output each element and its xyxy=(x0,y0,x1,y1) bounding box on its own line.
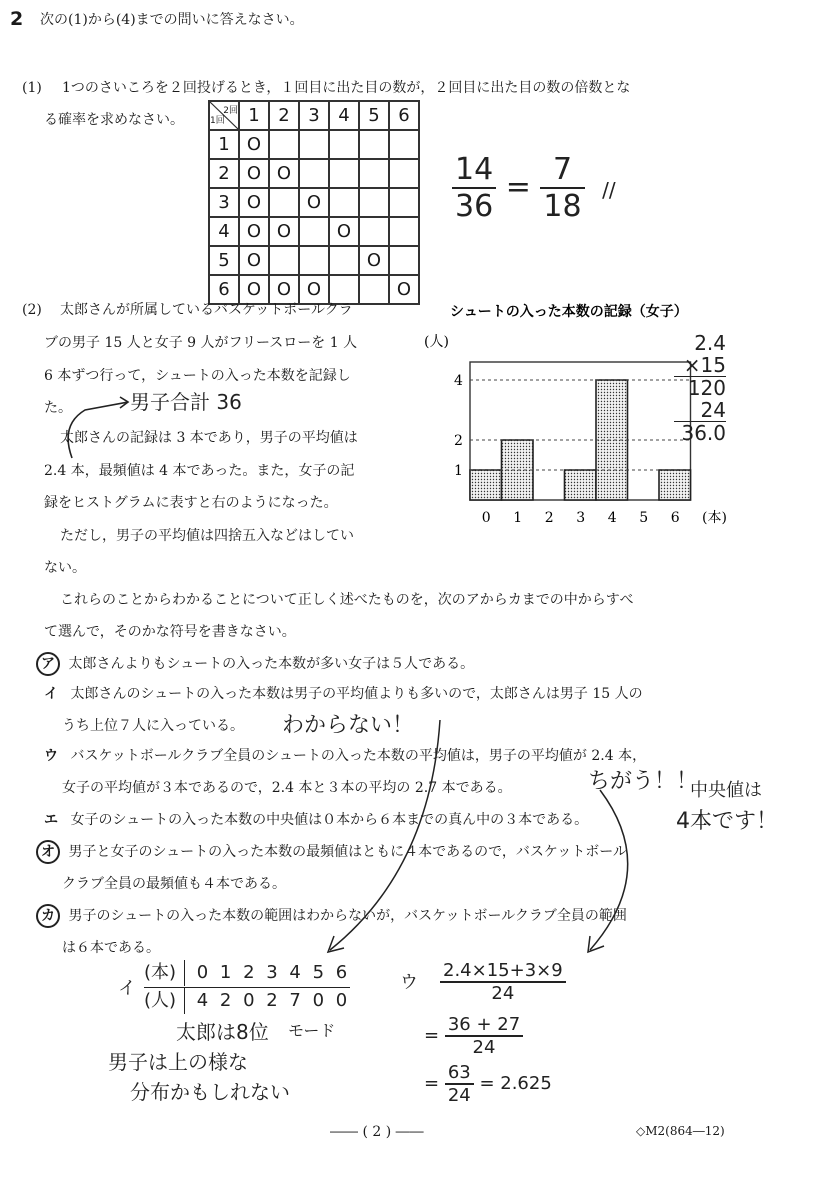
grid-row-header: 5 xyxy=(209,246,239,275)
grid-cell-marked: O xyxy=(269,159,299,188)
work-u-result: = 2.625 xyxy=(479,1073,552,1094)
grid-row-header: 3 xyxy=(209,188,239,217)
grid-cell-marked: O xyxy=(239,130,269,159)
option-u-key: ウ xyxy=(44,748,58,764)
grid-cell xyxy=(359,159,389,188)
q1-label: (1) xyxy=(22,80,42,96)
option-u-line2: 女子の平均値が３本であるので，2.4 本と３本の平均の 2.7 本である。 xyxy=(62,780,512,796)
page-code: ◇M2(864―12) xyxy=(636,1124,725,1138)
grid-cell xyxy=(359,188,389,217)
grid-cell xyxy=(329,130,359,159)
page-number: ―― ( 2 ) ―― xyxy=(330,1124,424,1140)
outcome-grid xyxy=(208,100,420,305)
option-o-line1: 男子と女子のシュートの入った本数の最頻値はともに４本であるので，バスケットボール xyxy=(68,844,627,860)
option-ka-line2: は６本である。 xyxy=(62,940,160,956)
chart-ytick-label: 2 xyxy=(454,433,463,449)
histogram-bar-6 xyxy=(659,470,691,500)
option-u-line1: バスケットボールクラブ全員のシュートの入った本数の平均値は，男子の平均値が 2.4 本， xyxy=(70,748,647,764)
work-u-f1-num: 2.4×15+3×9 xyxy=(440,960,566,983)
chart-xtick-label: 4 xyxy=(607,510,617,526)
grid-cell xyxy=(269,188,299,217)
q1-text-line1: 1つのさいころを２回投げるとき，１回目に出た目の数が，２回目に出た目の数の倍数とな xyxy=(62,80,631,96)
grid-cell xyxy=(359,275,389,304)
work-i-mode: モード xyxy=(288,1021,336,1040)
grid-cell xyxy=(389,246,419,275)
chart-ytick-label: 1 xyxy=(454,463,463,479)
option-ka-key: カ xyxy=(36,904,60,928)
grid-cell xyxy=(269,130,299,159)
grid-cell-marked: O xyxy=(359,246,389,275)
grid-row-header: 6 xyxy=(209,275,239,304)
q2-line-2: ブの男子 15 人と女子 9 人がフリースローを 1 人 xyxy=(44,335,358,351)
option-a xyxy=(36,652,474,676)
work-i-key: イ xyxy=(118,978,136,999)
grid-cell-marked: O xyxy=(239,188,269,217)
answer-num2: 7 xyxy=(540,152,584,189)
work-i-row2: 4 2 0 2 7 0 0 xyxy=(196,990,351,1011)
work-i-taro: 太郎は8位 xyxy=(176,1020,269,1044)
work-u-frac1 xyxy=(440,960,566,1004)
grid-cell xyxy=(359,217,389,246)
grid-col-header: 1 xyxy=(239,101,269,130)
work-u-f2-num: 36 + 27 xyxy=(445,1014,523,1037)
handwritten-arrow-total xyxy=(60,380,140,470)
chart-ytick-label: 4 xyxy=(454,373,463,389)
answer-equals: = xyxy=(505,169,531,205)
chart-xtick-label: 5 xyxy=(639,510,649,526)
q2-line-9: ない。 xyxy=(44,560,86,576)
calc-line-4: 24 xyxy=(674,399,726,422)
chart-title: シュートの入った本数の記録（女子） xyxy=(450,304,688,320)
grid-corner: 2回 1回 xyxy=(209,101,239,130)
q2-instruction-line1: これらのことからわかることについて正しく述べたものを，次のアからカまでの中からすべ xyxy=(60,592,634,608)
grid-cell-marked: O xyxy=(239,217,269,246)
grid-col-header: 3 xyxy=(299,101,329,130)
grid-cell xyxy=(389,188,419,217)
note-u-wrong: ちがう！！ xyxy=(588,769,699,794)
work-u-f1-den: 24 xyxy=(491,983,515,1004)
grid-cell-marked: O xyxy=(389,275,419,304)
grid-cell-marked: O xyxy=(239,159,269,188)
answer-den2: 18 xyxy=(543,189,582,224)
chart-xtick-label: 2 xyxy=(544,510,554,526)
answer-den1: 36 xyxy=(455,189,494,224)
grid-cell-marked: O xyxy=(239,246,269,275)
chart-xtick-label: 6 xyxy=(670,510,680,526)
q1-text-line2: る確率を求めなさい。 xyxy=(44,112,184,128)
grid-col-header: 5 xyxy=(359,101,389,130)
answer-mark: // xyxy=(602,177,616,202)
option-a-key: ア xyxy=(36,652,60,676)
grid-row-header: 1 xyxy=(209,130,239,159)
q2-line-4: た。 xyxy=(44,400,72,416)
grid-cell-marked: O xyxy=(269,275,299,304)
q2-line-5: 太郎さんの記録は 3 本であり，男子の平均値は xyxy=(60,430,358,446)
note-e-four: 4本です！ xyxy=(676,809,778,834)
option-i-key: イ xyxy=(44,686,58,702)
grid-cell-marked: O xyxy=(299,275,329,304)
grid-cell xyxy=(299,130,329,159)
chart-xtick-label: 3 xyxy=(576,510,586,526)
work-u-frac2: = $\frac{36 + 27}{24}$ xyxy=(424,1014,523,1058)
handwritten-arrows xyxy=(300,700,640,970)
q2-line-8: ただし，男子の平均値は四捨五入などはしてい xyxy=(60,528,354,544)
calc-line-3: 120 xyxy=(687,376,726,400)
work-u-key: ウ xyxy=(400,972,418,993)
work-i-dist1: 男子は上の様な xyxy=(108,1050,248,1074)
question-number: 2 xyxy=(10,8,24,30)
q2-line-3: 6 本ずつ行って，シュートの入った本数を記録し xyxy=(44,368,351,384)
grid-cell xyxy=(299,159,329,188)
work-i-dist2: 分布かもしれない xyxy=(130,1080,290,1104)
q2-line-7: 録をヒストグラムに表すと右のようになった。 xyxy=(44,495,338,511)
option-ka-line1: 男子のシュートの入った本数の範囲はわからないが，バスケットボールクラブ全員の範囲 xyxy=(68,908,627,924)
grid-cell xyxy=(359,130,389,159)
q2-instruction-line2: て選んで，そのかな符号を書きなさい。 xyxy=(44,624,296,640)
work-u-f3-num: 63 xyxy=(445,1062,474,1085)
calc-line-5: 36.0 xyxy=(681,421,726,445)
chart-ylabel: (人) xyxy=(424,334,449,350)
option-a-line1: 太郎さんよりもシュートの入った本数が多い女子は５人である。 xyxy=(68,656,475,672)
grid-col-header: 4 xyxy=(329,101,359,130)
grid-row-header: 4 xyxy=(209,217,239,246)
q2-label: (2) xyxy=(22,302,42,318)
grid-cell xyxy=(329,188,359,217)
note-i-unknown: わからない！ xyxy=(282,713,415,738)
work-i-table xyxy=(144,960,350,1014)
grid-cell xyxy=(389,130,419,159)
chart-xtick-label: 0 xyxy=(481,510,491,526)
option-e-line1: 女子のシュートの入った本数の中央値は０本から６本までの真ん中の３本である。 xyxy=(70,812,589,828)
grid-col-header: 2 xyxy=(269,101,299,130)
note-e-median: 中央値は xyxy=(690,780,762,801)
grid-cell-marked: O xyxy=(269,217,299,246)
option-i-line1: 太郎さんのシュートの入った本数は男子の平均値よりも多いので，太郎さんは男子 15 人の xyxy=(70,686,643,702)
grid-cell-marked: O xyxy=(239,275,269,304)
q2-line-6: 2.4 本，最頻値は 4 本であった。また，女子の記 xyxy=(44,463,355,479)
handwritten-multiplication xyxy=(674,332,726,444)
chart-xtick-label: 1 xyxy=(513,510,523,526)
grid-cell xyxy=(299,217,329,246)
option-o-key: オ xyxy=(36,840,60,864)
work-i-row1-head: (本) xyxy=(144,960,185,986)
grid-cell xyxy=(329,159,359,188)
option-o-line2: クラブ全員の最頻値も４本である。 xyxy=(62,876,286,892)
q2-line-1: 太郎さんが所属しているバスケットボールクラ xyxy=(60,302,353,318)
grid-cell xyxy=(299,246,329,275)
answer-num1: 14 xyxy=(452,152,496,189)
work-i-row2-head: (人) xyxy=(144,988,185,1014)
calc-line-2: ×15 xyxy=(674,354,726,377)
work-u-f2-den: 24 xyxy=(472,1037,496,1058)
handwritten-boys-total: 男子合計 36 xyxy=(130,390,242,414)
work-u-f3-den: 24 xyxy=(447,1085,471,1106)
grid-col-header: 6 xyxy=(389,101,419,130)
q1-handwritten-answer xyxy=(452,152,616,224)
work-u-frac3: = $\frac{63}{24}$ = 2.625 xyxy=(424,1062,552,1106)
chart-xlabel: (本) xyxy=(702,510,727,526)
grid-cell xyxy=(329,246,359,275)
grid-cell-marked: O xyxy=(329,217,359,246)
option-e-key: エ xyxy=(44,812,58,828)
histogram-bar-3 xyxy=(565,470,597,500)
histogram-bar-0 xyxy=(470,470,502,500)
calc-line-1: 2.4 xyxy=(694,331,726,355)
option-i-line2: うち上位７人に入っている。 xyxy=(62,718,244,734)
work-i-row1: 0 1 2 3 4 5 6 xyxy=(196,962,351,983)
grid-cell-marked: O xyxy=(299,188,329,217)
header-instruction: 次の(1)から(4)までの問いに答えなさい。 xyxy=(40,12,304,28)
grid-cell xyxy=(269,246,299,275)
grid-cell xyxy=(389,159,419,188)
grid-row-header: 2 xyxy=(209,159,239,188)
grid-cell xyxy=(389,217,419,246)
